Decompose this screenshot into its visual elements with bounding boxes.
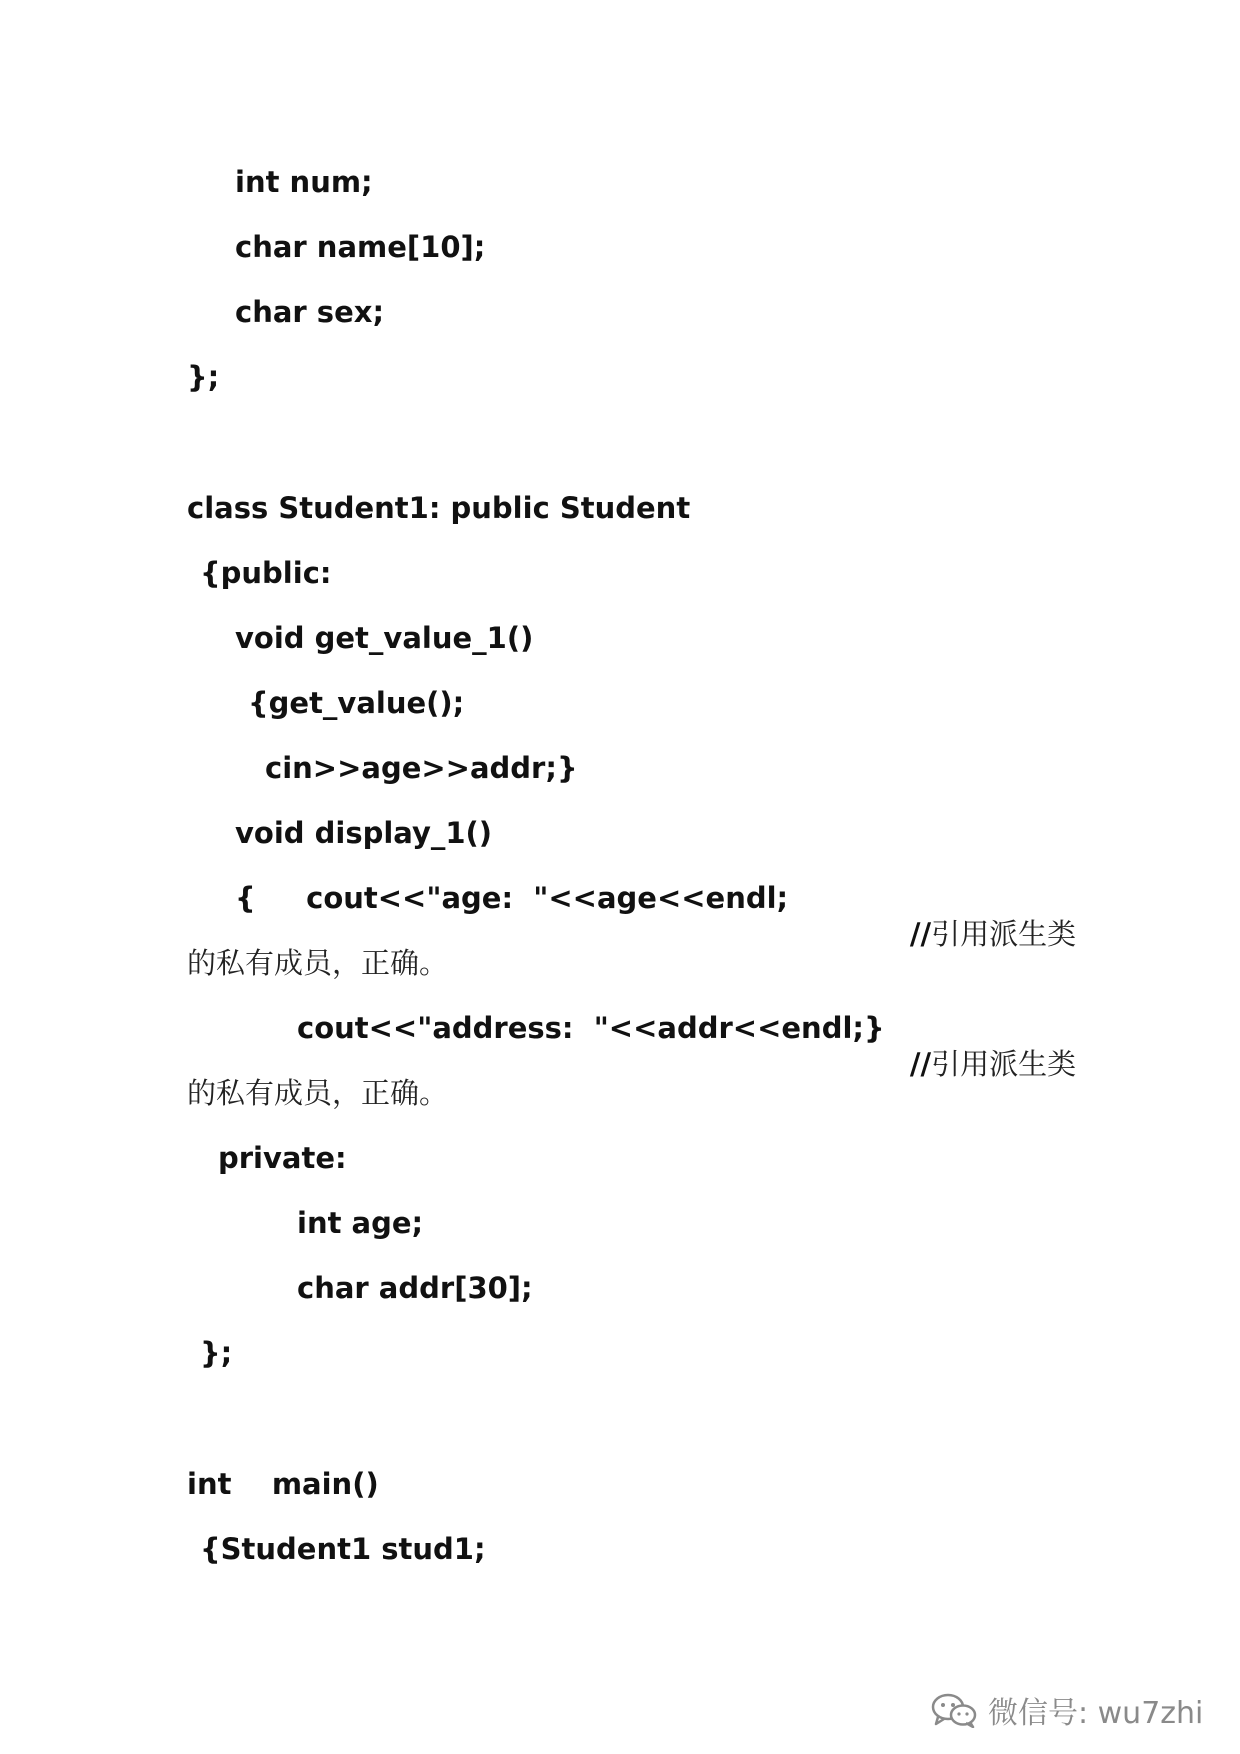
- code-line: void get_value_1(): [235, 621, 534, 655]
- wechat-watermark: [930, 1690, 1203, 1730]
- code-line: {Student1 stud1;: [200, 1532, 486, 1566]
- code-line: };: [187, 360, 220, 394]
- code-line: {public:: [200, 556, 332, 590]
- code-line: { cout<<"age: "<<age<<endl;: [235, 881, 789, 915]
- wechat-icon: [930, 1692, 978, 1728]
- comment-slashes: //: [909, 917, 932, 951]
- code-line: char sex;: [235, 295, 385, 329]
- watermark-text: 微信号: wu7zhi: [988, 1696, 1204, 1731]
- code-line: private:: [218, 1141, 347, 1175]
- code-line: cin>>age>>addr;}: [265, 751, 578, 785]
- comment-text: 引用派生类: [931, 1047, 1077, 1081]
- code-line: void display_1(): [235, 816, 493, 850]
- code-line: class Student1: public Student: [187, 491, 691, 525]
- comment-continuation: 的私有成员，正确。: [187, 946, 449, 980]
- comment-text: 引用派生类: [931, 917, 1077, 951]
- code-line: char name[10];: [235, 230, 486, 264]
- code-line: int main(): [187, 1467, 379, 1501]
- comment-slashes: //: [909, 1047, 932, 1081]
- code-line: {get_value();: [248, 686, 465, 720]
- code-line: int num;: [235, 165, 373, 199]
- code-line: int age;: [297, 1206, 424, 1240]
- code-comment: [873, 880, 1076, 988]
- code-line: char addr[30];: [297, 1271, 533, 1305]
- code-line: cout<<"address: "<<addr<<endl;}: [297, 1011, 885, 1045]
- code-comment: [873, 1010, 1076, 1118]
- comment-continuation: 的私有成员，正确。: [187, 1076, 449, 1110]
- code-line: };: [200, 1336, 233, 1370]
